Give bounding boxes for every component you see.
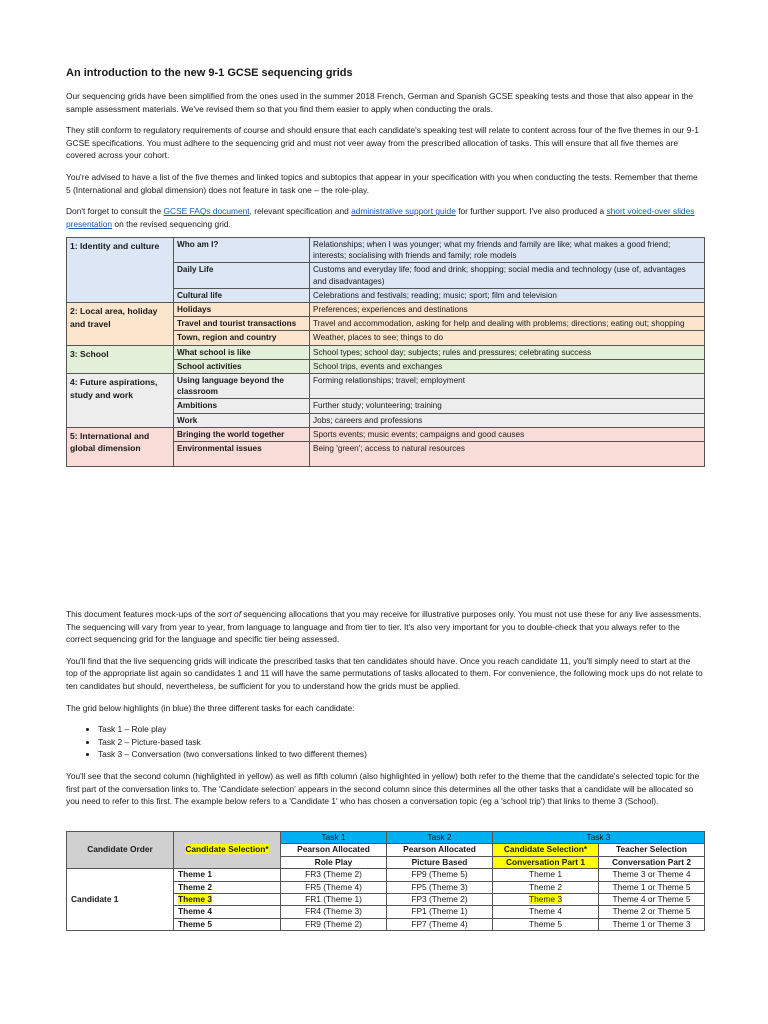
mockups-paragraph-4: You'll see that the second column (highlighted in yellow) as well as fifth column (also highlighted in yellow) both refer to the theme that the candidate's selected topic for the first part of the conversation links to. The 'Candidate selection' appears in the second column since this determines all the other tasks that a candidate will be allocated so you need to refer to this first. The example below refers to a 'Candidate 1' who has chosen a conversation topic (eg a 'school trip') that links to theme 3 (School). — [66, 770, 700, 807]
sequencing-table — [66, 831, 705, 931]
conversation-part2-header: Conversation Part 2 — [599, 856, 705, 868]
conv2-cell: Theme 3 or Theme 4 — [599, 869, 705, 881]
intro-paragraph-3: You're advised to have a list of the five themes and linked topics and subtopics that appear in your specification with you when conducting the tests. Remember that theme 5 (International and global dimension) does not feature in task one – the role-play. — [66, 171, 698, 195]
topic-cell: Travel and tourist transactions — [174, 317, 310, 331]
faq-link[interactable]: GCSE FAQs document — [163, 206, 250, 217]
task2-cell: FP5 (Theme 3) — [387, 881, 493, 893]
topic-cell: Work — [174, 413, 310, 427]
topic-cell: Cultural life — [174, 288, 310, 302]
task2-cell: FP3 (Theme 2) — [387, 894, 493, 906]
page-title: An introduction to the new 9-1 GCSE sequencing grids — [66, 67, 353, 79]
subtopic-cell: Preferences; experiences and destinations — [310, 303, 705, 317]
subtopic-cell: Forming relationships; travel; employment — [310, 374, 705, 399]
intro-paragraph-4: Don't forget to consult the GCSE FAQs document, relevant specification and administrative support guide for further support. I've also produced a short voiced-over slides presentation on the revised sequencing grid. — [66, 206, 695, 229]
subtopic-cell: School trips, events and exchanges — [310, 359, 705, 373]
mockups-paragraph-1: This document features mock-ups of the sort of sequencing allocations that you may receive for illustrative purposes only. You must not use these for any live assessments. The sequencing will vary from year to year, from language to language and from tier to tier. It's also very important for you to double-check that you always refer to the correct sequencing grid for the language and specific tier being assessed. — [66, 609, 702, 645]
subtopic-cell: Further study; volunteering; training — [310, 399, 705, 413]
theme-cell: 2: Local area, holiday and travel — [67, 303, 174, 346]
candidate-selection-2-header: Candidate Selection* — [493, 844, 599, 856]
sequencing-table-wrap — [66, 831, 704, 931]
intro-paragraph-1: Our sequencing grids have been simplified from the ones used in the summer 2018 French, German and Spanish GCSE speaking tests and those that also appear in the sample assessment materials. We've revised them so that you find them easier to apply when conducting the orals. — [66, 91, 694, 114]
selection-cell-highlighted: Theme 3 — [174, 894, 281, 906]
topic-cell: Holidays — [174, 303, 310, 317]
table-row — [67, 345, 705, 359]
task1-cell: FR4 (Theme 3) — [281, 906, 387, 918]
candidate-selection-header: Candidate Selection* — [174, 832, 281, 869]
topic-cell: Using language beyond the classroom — [174, 374, 310, 399]
selection-cell: Theme 1 — [174, 869, 281, 881]
subtopic-cell: Sports events; music events; campaigns and good causes — [310, 427, 705, 441]
pearson-allocated-header: Pearson Allocated — [281, 844, 387, 856]
table-row — [67, 303, 705, 317]
admin-guide-link[interactable]: administrative support guide — [351, 206, 456, 217]
task2-cell: FP9 (Theme 5) — [387, 869, 493, 881]
conv1-cell-highlighted: Theme 3 — [493, 894, 599, 906]
conversation-part1-header: Conversation Part 1 — [493, 856, 599, 868]
section-intro — [66, 66, 704, 239]
subtopic-cell: Customs and everyday life; food and drink; shopping; social media and technology (use of, advantages and disadvantages) — [310, 263, 705, 288]
table-row — [67, 869, 705, 881]
candidate-cell: Candidate 1 — [67, 869, 174, 931]
conv2-cell: Theme 1 or Theme 3 — [599, 918, 705, 930]
intro-paragraph-2: They still conform to regulatory requirements of course and should ensure that each candidate's speaking test will relate to content across four of the five themes in our 9-1 GCSE specifications. You must adhere to the sequencing grid and must not veer away from the prescribed allocation of tasks. This will ensure that all five themes are covered across your cohort. — [66, 125, 699, 161]
conv2-cell: Theme 2 or Theme 5 — [599, 906, 705, 918]
subtopic-cell: Jobs; careers and professions — [310, 413, 705, 427]
subtopic-cell: School types; school day; subjects; rules and pressures; celebrating success — [310, 345, 705, 359]
conv1-cell: Theme 2 — [493, 881, 599, 893]
topic-cell: Who am I? — [174, 238, 310, 263]
subtopic-cell: Travel and accommodation, asking for help and dealing with problems; directions; eating out; shopping — [310, 317, 705, 331]
theme-cell: 1: Identity and culture — [67, 238, 174, 303]
section-mockups — [66, 608, 704, 817]
mockups-paragraph-3: The grid below highlights (in blue) the three different tasks for each candidate: — [66, 702, 355, 713]
task2-header: Task 2 — [387, 832, 493, 844]
conv1-cell: Theme 4 — [493, 906, 599, 918]
theme-cell: 5: International and global dimension — [67, 427, 174, 466]
task1-cell: FR9 (Theme 2) — [281, 918, 387, 930]
conv2-cell: Theme 1 or Theme 5 — [599, 881, 705, 893]
selection-cell: Theme 5 — [174, 918, 281, 930]
themes-table-wrap — [66, 237, 704, 467]
pearson-allocated-header: Pearson Allocated — [387, 844, 493, 856]
subtopic-cell: Relationships; when I was younger; what my friends and family are like; what makes a good friend; interests; socialising with friends and family; role models — [310, 238, 705, 263]
task-list — [66, 723, 704, 761]
themes-table — [66, 237, 705, 467]
picture-based-header: Picture Based — [387, 856, 493, 868]
topic-cell: Bringing the world together — [174, 427, 310, 441]
selection-cell: Theme 4 — [174, 906, 281, 918]
list-item: • Task 1 – Role play — [98, 723, 704, 736]
task2-cell: FP7 (Theme 4) — [387, 918, 493, 930]
conv2-cell: Theme 4 or Theme 5 — [599, 894, 705, 906]
subtopic-cell: Celebrations and festivals; reading; music; sport; film and television — [310, 288, 705, 302]
topic-cell: Environmental issues — [174, 442, 310, 467]
task1-cell: FR5 (Theme 4) — [281, 881, 387, 893]
topic-cell: Daily Life — [174, 263, 310, 288]
table-row — [67, 427, 705, 441]
topic-cell: What school is like — [174, 345, 310, 359]
selection-cell: Theme 2 — [174, 881, 281, 893]
theme-cell: 3: School — [67, 345, 174, 373]
candidate-order-header: Candidate Order — [67, 832, 174, 869]
theme-cell: 4: Future aspirations, study and work — [67, 374, 174, 428]
subtopic-cell: Weather, places to see; things to do — [310, 331, 705, 345]
task3-header: Task 3 — [493, 832, 705, 844]
task1-cell: FR1 (Theme 1) — [281, 894, 387, 906]
list-item: • Task 2 – Picture-based task — [98, 736, 704, 749]
task1-header: Task 1 — [281, 832, 387, 844]
topic-cell: Town, region and country — [174, 331, 310, 345]
list-item: • Task 3 – Conversation (two conversations linked to two different themes) — [98, 748, 704, 761]
table-row — [67, 374, 705, 399]
task2-cell: FP1 (Theme 1) — [387, 906, 493, 918]
conv1-cell: Theme 1 — [493, 869, 599, 881]
topic-cell: Ambitions — [174, 399, 310, 413]
presentation-link[interactable]: short voiced-over slides presentation — [66, 206, 695, 229]
mockups-paragraph-2: You'll find that the live sequencing grids will indicate the prescribed tasks that ten candidates should have. Once you reach candidate 11, you'll simply need to start at the top of the appropriate list again so candidates 1 and 11 will have the same permutations of tasks allocated to them. For convenience, the following mock ups do not relate to ten candidates but should, nevertheless, be sufficient for you to understand how the grids must be applied. — [66, 655, 703, 691]
topic-cell: School activities — [174, 359, 310, 373]
table-row — [67, 238, 705, 263]
role-play-header: Role Play — [281, 856, 387, 868]
conv1-cell: Theme 5 — [493, 918, 599, 930]
teacher-selection-header: Teacher Selection — [599, 844, 705, 856]
subtopic-cell: Being 'green'; access to natural resources — [310, 442, 705, 467]
task1-cell: FR3 (Theme 2) — [281, 869, 387, 881]
